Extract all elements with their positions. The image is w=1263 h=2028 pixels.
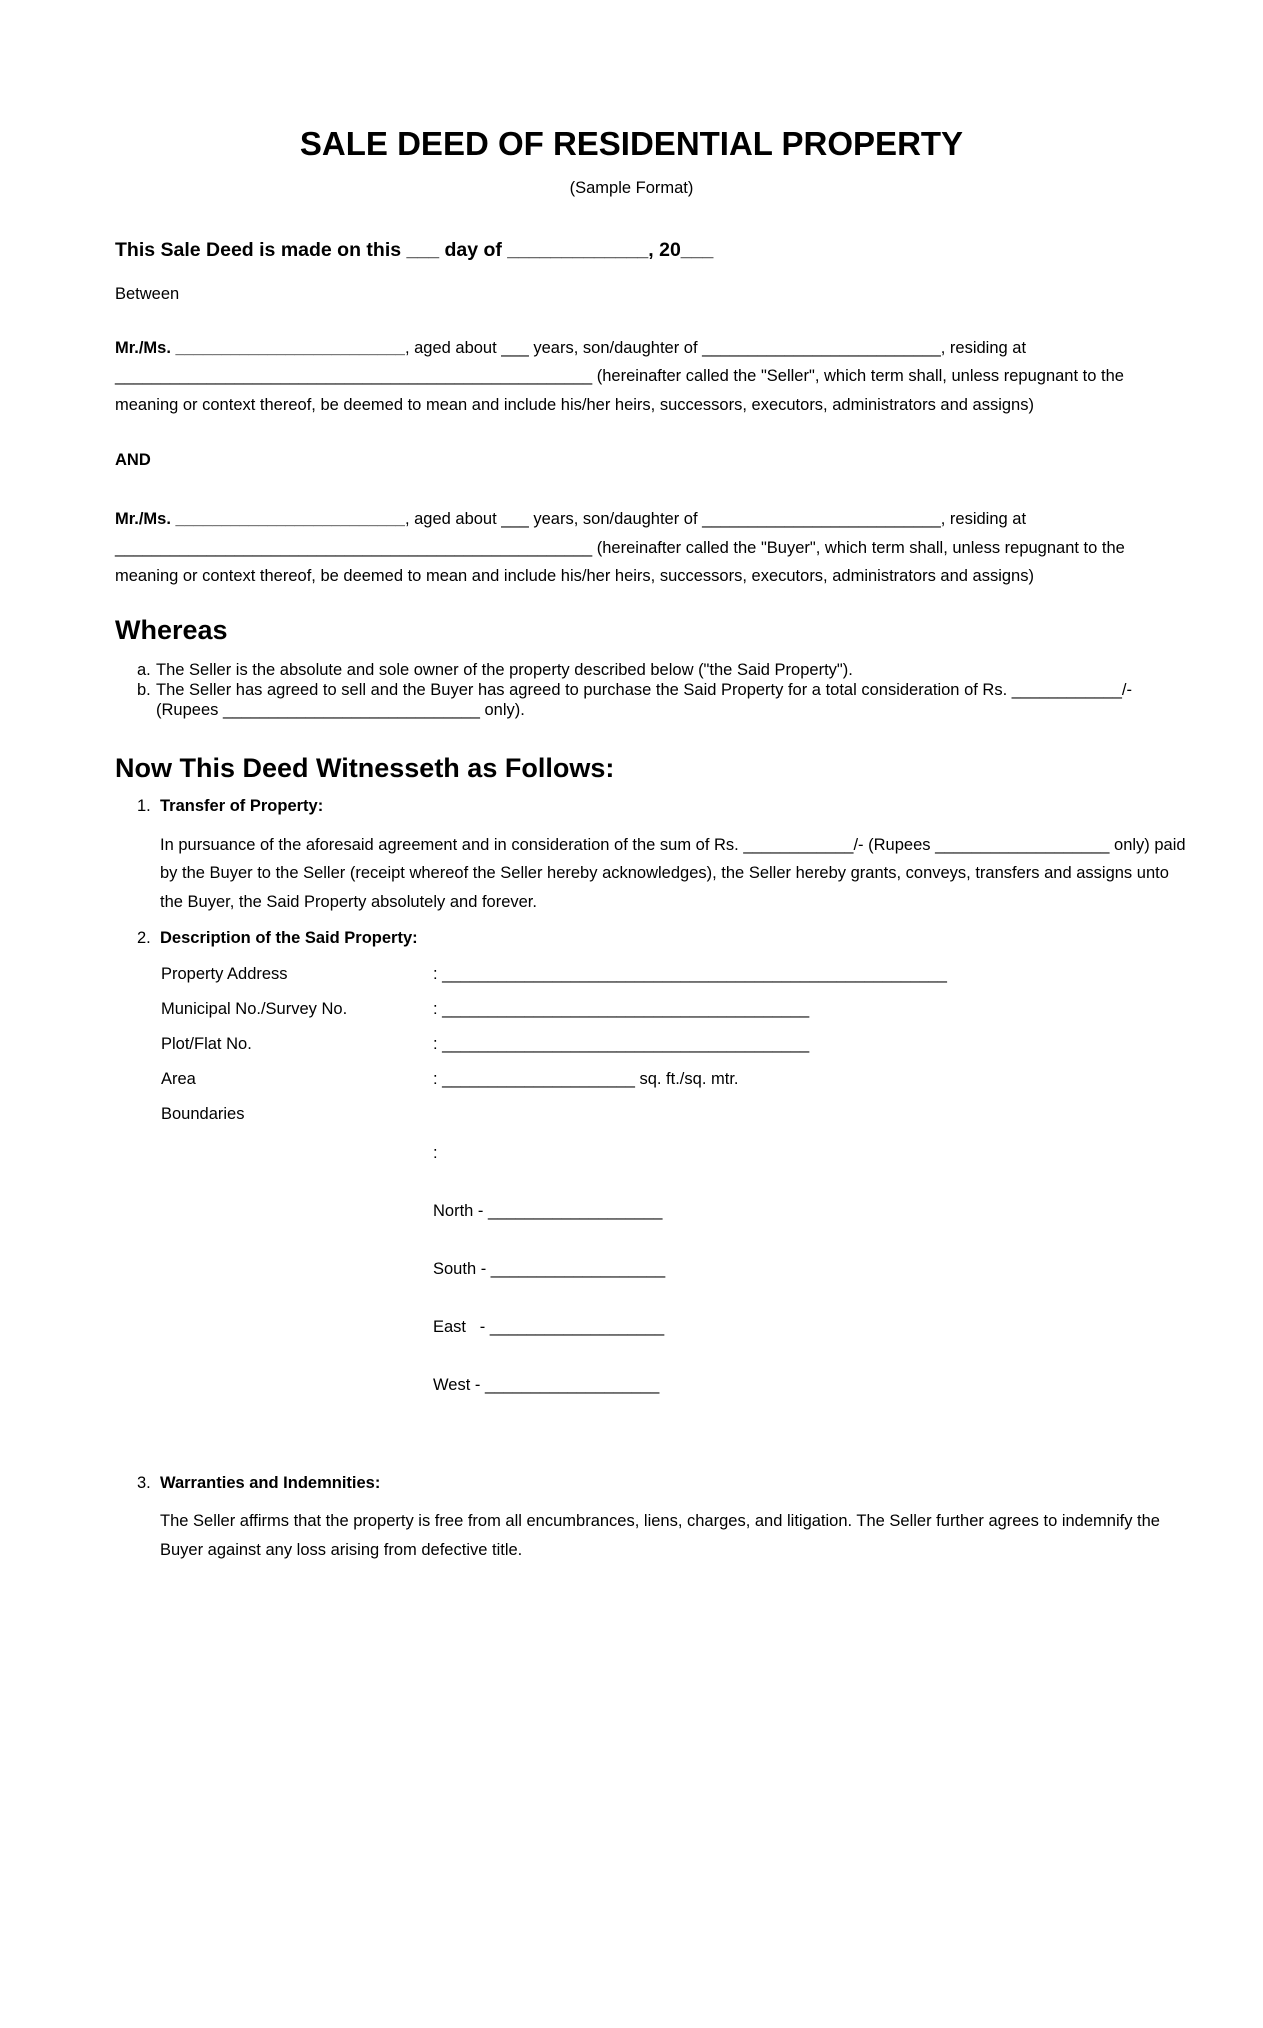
section-transfer-of-property	[137, 796, 1263, 917]
property-address-blank: : _______________________________________________________	[433, 965, 947, 984]
seller-line-1	[115, 334, 1175, 363]
seller-line-1-rest: , aged about ___ years, son/daughter of __________________________, residing at	[404, 338, 1027, 357]
whereas-item-b-marker: b.	[137, 680, 151, 699]
table-row-area	[161, 1069, 1263, 1089]
plot-flat-no-label: Plot/Flat No.	[161, 1035, 252, 1054]
boundary-east: East - ___________________	[433, 1318, 665, 1337]
section-3-heading: Warranties and Indemnities:	[160, 1474, 381, 1493]
area-blank: : _____________________ sq. ft./sq. mtr.	[433, 1070, 739, 1089]
municipal-no-label: Municipal No./Survey No.	[161, 1000, 348, 1019]
table-row-property-address	[161, 964, 1263, 984]
section-1-line-2: by the Buyer to the Seller (receipt whereof the Seller hereby acknowledges), the Seller hereby grants, conveys, transfers and assigns unto	[160, 864, 1169, 883]
area-label: Area	[161, 1070, 196, 1089]
buyer-line-3: meaning or context thereof, be deemed to mean and include his/her heirs, successors, executors, administrators and assigns)	[115, 567, 1034, 586]
whereas-item-a-text	[156, 660, 853, 680]
seller-name-blank: Mr./Ms. _________________________	[115, 338, 405, 357]
deed-sections	[137, 796, 1263, 1565]
section-3-line-1: The Seller affirms that the property is free from all encumbrances, liens, charges, and litigation. The Seller further agrees to indemnify the	[160, 1512, 1160, 1531]
section-2-heading: Description of the Said Property:	[160, 929, 418, 948]
section-3-number: 3.	[137, 1474, 151, 1493]
whereas-item-b	[137, 680, 1263, 720]
buyer-name-blank: Mr./Ms. _________________________	[115, 510, 405, 529]
whereas-item-b-line-2: (Rupees ____________________________ only).	[156, 700, 525, 719]
section-2-number: 2.	[137, 929, 151, 948]
section-property-description	[137, 928, 1263, 1449]
between-label: Between	[115, 284, 180, 303]
buyer-line-2: ____________________________________________________ (hereinafter called the "Buyer", which term shall, unless repugnant to the	[115, 538, 1125, 557]
whereas-list	[137, 660, 1263, 720]
opening-clause: This Sale Deed is made on this ___ day of _____________, 20___	[115, 238, 714, 261]
section-1-line-1: In pursuance of the aforesaid agreement and in consideration of the sum of Rs. ____________/- (Rupees ___________________ only) paid	[160, 835, 1186, 854]
section-1-paragraph	[160, 831, 1263, 917]
section-1-line-3: the Buyer, the Said Property absolutely and forever.	[160, 892, 537, 911]
boundary-south: South - ___________________	[433, 1260, 666, 1279]
buyer-line-1	[115, 505, 1175, 534]
boundaries-colon: :	[433, 1144, 438, 1163]
property-description-table	[161, 964, 1263, 1434]
plot-flat-no-blank: : ________________________________________	[433, 1035, 810, 1054]
whereas-item-b-text	[156, 680, 1132, 720]
section-3-line-2: Buyer against any loss arising from defective title.	[160, 1540, 523, 1559]
document-subtitle: (Sample Format)	[569, 178, 694, 197]
section-1-heading: Transfer of Property:	[160, 796, 324, 815]
whereas-item-a-line-1: The Seller is the absolute and sole owner of the property described below ("the Said Property").	[156, 660, 853, 679]
table-row-boundaries	[161, 1104, 1263, 1434]
section-3-paragraph	[160, 1507, 1263, 1564]
boundaries-value	[433, 1104, 665, 1434]
table-row-municipal-no	[161, 999, 1263, 1019]
whereas-heading: Whereas	[115, 614, 228, 645]
boundary-north: North - ___________________	[433, 1202, 663, 1221]
boundary-west: West - ___________________	[433, 1376, 660, 1395]
seller-line-2: ____________________________________________________ (hereinafter called the "Seller", which term shall, unless repugnant to the	[115, 367, 1124, 386]
whereas-item-b-line-1: The Seller has agreed to sell and the Buyer has agreed to purchase the Said Property for a total consideration of Rs. ____________/-	[156, 680, 1132, 699]
property-address-label: Property Address	[161, 965, 288, 984]
table-row-plot-flat-no	[161, 1034, 1263, 1054]
whereas-item-a	[137, 660, 1263, 680]
seller-clause	[115, 334, 1175, 420]
section-2-body	[160, 928, 1263, 1449]
buyer-clause	[115, 505, 1175, 591]
municipal-no-blank: : ________________________________________	[433, 1000, 810, 1019]
whereas-item-a-marker: a.	[137, 660, 151, 679]
section-warranties	[137, 1473, 1263, 1564]
boundaries-label: Boundaries	[161, 1105, 245, 1124]
section-3-body	[160, 1473, 1263, 1564]
buyer-line-1-rest: , aged about ___ years, son/daughter of __________________________, residing at	[404, 510, 1027, 529]
section-1-body	[160, 796, 1263, 917]
witnesseth-heading: Now This Deed Witnesseth as Follows:	[115, 752, 615, 783]
document-title: SALE DEED OF RESIDENTIAL PROPERTY	[299, 125, 964, 162]
seller-line-3: meaning or context thereof, be deemed to mean and include his/her heirs, successors, executors, administrators and assigns)	[115, 395, 1034, 414]
section-1-number: 1.	[137, 796, 151, 815]
and-label: AND	[115, 451, 151, 470]
